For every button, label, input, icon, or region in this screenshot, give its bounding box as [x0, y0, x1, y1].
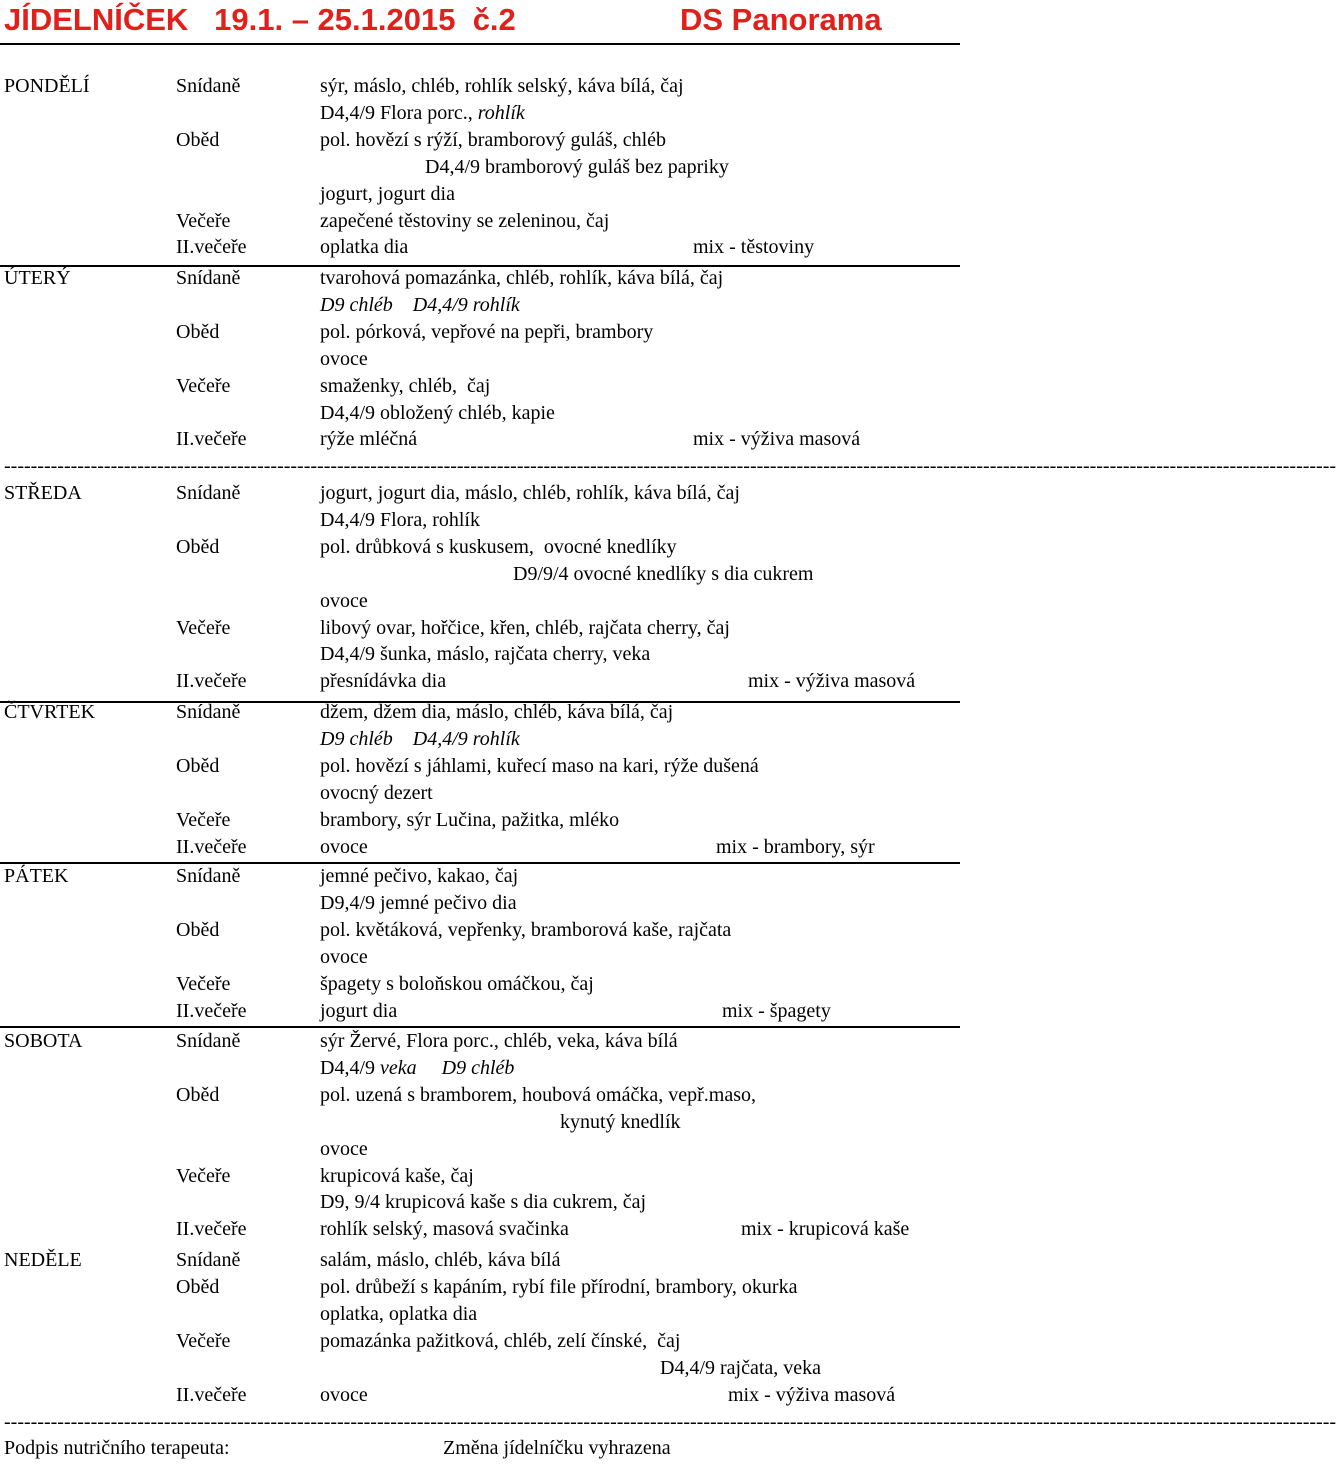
meal-label: Oběd — [176, 535, 220, 558]
meal-label: Oběd — [176, 918, 220, 941]
mix-note: mix - těstoviny — [693, 236, 815, 259]
dish-text-regular: ovoce — [320, 945, 368, 968]
dish-text-regular: pol. pórková, vepřové na pepři, brambory — [320, 320, 654, 343]
dish-text-regular: oplatka dia — [320, 236, 409, 259]
dish-text — [320, 181, 455, 207]
menu-line — [0, 726, 960, 752]
dish-text — [320, 668, 446, 694]
dish-text — [320, 753, 759, 779]
dish-text — [320, 1082, 756, 1108]
meal-label: Oběd — [176, 754, 220, 777]
meal-label: Večeře — [176, 972, 231, 995]
menu-line — [0, 127, 960, 153]
dish-text-regular: jogurt dia — [320, 999, 398, 1022]
dish-text-regular: špagety s boloňskou omáčkou, čaj — [320, 972, 594, 995]
dish-text-italic: veka D9 chléb — [380, 1056, 515, 1079]
meal-label: Večeře — [176, 616, 231, 639]
menu-line — [0, 154, 960, 180]
dish-text-regular: ovoce — [320, 589, 368, 612]
dish-text-regular: pol. hovězí s jáhlami, kuřecí maso na kari, rýže dušená — [320, 754, 759, 777]
dish-text — [320, 944, 368, 970]
dish-text-regular: D4,4/9 bramborový guláš bez papriky — [425, 155, 729, 178]
meal-label: II.večeře — [176, 670, 247, 693]
meal-label: Oběd — [176, 128, 220, 151]
menu-line — [0, 971, 960, 997]
dish-text-regular: pomazánka pažitková, chléb, zelí čínské, čaj — [320, 1329, 681, 1352]
dish-text — [320, 641, 650, 667]
menu-line — [0, 863, 960, 889]
day-label: ÚTERÝ — [4, 267, 71, 289]
dish-text-regular: jogurt, jogurt dia — [320, 182, 455, 205]
mix-note: mix - krupicová kaše — [741, 1218, 910, 1241]
menu-line — [0, 1109, 960, 1135]
dish-text — [320, 699, 673, 725]
mix-note: mix - brambory, sýr — [716, 835, 875, 858]
dish-text-italic: rohlík — [477, 101, 525, 124]
dish-text-regular: smaženky, chléb, čaj — [320, 374, 491, 397]
meal-label: Oběd — [176, 320, 220, 343]
menu-line — [0, 534, 960, 560]
menu-line — [0, 834, 960, 860]
meal-label: Snídaně — [176, 865, 241, 887]
meal-label: Snídaně — [176, 482, 241, 504]
meal-label: Večeře — [176, 808, 231, 831]
dish-text — [320, 208, 609, 234]
menu-line — [0, 292, 960, 318]
menu-line — [0, 1028, 960, 1054]
dish-text — [320, 834, 368, 860]
dish-text-regular: přesnídávka dia — [320, 670, 447, 693]
menu-line — [0, 1216, 960, 1242]
dish-text-regular: sýr, máslo, chléb, rohlík selský, káva bílá, čaj — [320, 75, 684, 97]
menu-line — [0, 1189, 960, 1215]
dish-text-regular: D9,4/9 jemné pečivo dia — [320, 891, 517, 914]
dish-text-regular: ovoce — [320, 1383, 368, 1406]
dish-text — [320, 346, 368, 372]
dish-text-regular: ovoce — [320, 1137, 368, 1160]
dish-text-regular: zapečené těstoviny se zeleninou, čaj — [320, 209, 610, 232]
menu-line — [0, 507, 960, 533]
dish-text-regular: pol. drůbeží s kapáním, rybí file přírodní, brambory, okurka — [320, 1275, 798, 1298]
facility-name: DS Panorama — [680, 2, 882, 37]
dish-text — [320, 588, 368, 614]
dish-text-regular: libový ovar, hořčice, křen, chléb, rajčata cherry, čaj — [320, 616, 730, 639]
dish-text — [320, 1216, 569, 1242]
meal-label: Večeře — [176, 1329, 231, 1352]
menu-header — [0, 0, 960, 44]
dish-text-regular: ovoce — [320, 347, 368, 370]
meal-label: Oběd — [176, 1275, 220, 1298]
menu-line — [0, 807, 960, 833]
menu-line — [0, 346, 960, 372]
dish-text — [320, 480, 740, 506]
dish-text — [320, 1189, 646, 1215]
menu-line — [0, 1136, 960, 1162]
dish-text — [320, 507, 480, 533]
menu-line — [0, 265, 960, 291]
day-label: STŘEDA — [4, 482, 82, 504]
menu-line — [0, 1055, 960, 1081]
menu-line — [0, 1247, 960, 1273]
day-label: PÁTEK — [4, 865, 69, 887]
dashed-divider: -------------------------------------------------------------------------------------------------------------------------------------------------------------------------------------------------------- — [4, 455, 1336, 477]
dish-text-regular: krupicová kaše, čaj — [320, 1164, 474, 1187]
menu-line — [0, 780, 960, 806]
dish-text — [320, 265, 723, 291]
menu-line — [0, 100, 960, 126]
dish-text — [320, 1163, 474, 1189]
dish-text-regular: pol. hovězí s rýží, bramborový guláš, chléb — [320, 128, 667, 151]
meal-label: II.večeře — [176, 428, 247, 451]
day-label: PONDĚLÍ — [4, 75, 90, 97]
change-notice: Změna jídelníčku vyhrazena — [443, 1437, 671, 1459]
menu-line — [0, 561, 960, 587]
dish-text — [320, 100, 525, 126]
menu-line — [0, 1328, 960, 1354]
dish-text — [320, 615, 730, 641]
dish-text — [425, 154, 729, 180]
meal-label: Snídaně — [176, 701, 241, 723]
dish-text — [660, 1355, 821, 1381]
dish-text — [320, 1028, 678, 1054]
dish-text-regular: D4,4/9 rajčata, veka — [660, 1356, 822, 1379]
meal-label: Snídaně — [176, 1249, 241, 1271]
dish-text-regular: D9/9/4 ovocné knedlíky s dia cukrem — [513, 562, 814, 585]
dish-text-regular: kynutý knedlík — [560, 1110, 681, 1133]
menu-line — [0, 73, 960, 99]
dish-text-italic: D9 chléb D4,4/9 rohlík — [320, 293, 520, 316]
menu-line — [0, 1163, 960, 1189]
dish-text-regular: brambory, sýr Lučina, pažitka, mléko — [320, 808, 620, 831]
dish-text — [320, 863, 518, 889]
dish-text-regular: ovoce — [320, 835, 368, 858]
menu-line — [0, 890, 960, 916]
dish-text — [320, 1055, 514, 1081]
menu-line — [0, 1382, 960, 1408]
dish-text-regular: D4,4/9 obložený chléb, kapie — [320, 401, 555, 424]
dish-text — [320, 400, 555, 426]
dish-text-regular: oplatka, oplatka dia — [320, 1302, 478, 1325]
dish-text-regular: pol. květáková, vepřenky, bramborová kaše, rajčata — [320, 918, 732, 941]
mix-note: mix - výživa masová — [748, 670, 916, 693]
dish-text — [320, 998, 397, 1024]
menu-line — [0, 480, 960, 506]
menu-line — [0, 917, 960, 943]
dish-text-regular: pol. drůbková s kuskusem, ovocné knedlíky — [320, 535, 677, 558]
dish-text-regular: D4,4/9 — [320, 1056, 380, 1079]
meal-label: II.večeře — [176, 236, 247, 259]
dish-text — [320, 1136, 368, 1162]
menu-line — [0, 753, 960, 779]
dish-text — [320, 373, 490, 399]
dish-text — [320, 971, 594, 997]
dish-text — [513, 561, 814, 587]
dish-text-regular: jemné pečivo, kakao, čaj — [320, 865, 519, 887]
meal-label: Večeře — [176, 374, 231, 397]
day-label: NEDĚLE — [4, 1249, 82, 1271]
menu-line — [0, 319, 960, 345]
day-label: SOBOTA — [4, 1030, 83, 1052]
dish-text-regular: pol. uzená s bramborem, houbová omáčka, vepř.maso, — [320, 1083, 756, 1106]
meal-label: Snídaně — [176, 1030, 241, 1052]
meal-label: Snídaně — [176, 75, 241, 97]
dish-text — [320, 1301, 477, 1327]
mix-note: mix - výživa masová — [693, 428, 861, 451]
menu-line — [0, 998, 960, 1024]
menu-line — [0, 400, 960, 426]
meal-label: Snídaně — [176, 267, 241, 289]
menu-line — [0, 668, 960, 694]
meal-label: Večeře — [176, 1164, 231, 1187]
menu-line — [0, 944, 960, 970]
menu-line — [0, 1274, 960, 1300]
dish-text-regular: rýže mléčná — [320, 428, 418, 451]
dish-text — [320, 1382, 368, 1408]
dish-text — [320, 726, 520, 752]
dish-text — [320, 127, 666, 153]
meal-label: II.večeře — [176, 1218, 247, 1241]
menu-line — [0, 699, 960, 725]
dish-text — [320, 1247, 560, 1273]
menu-line — [0, 641, 960, 667]
day-label: ČTVRTEK — [4, 701, 96, 723]
dish-text-regular: džem, džem dia, máslo, chléb, káva bílá, čaj — [320, 701, 674, 723]
dish-text — [320, 234, 408, 260]
dish-text-regular: jogurt, jogurt dia, máslo, chléb, rohlík, káva bílá, čaj — [320, 482, 740, 504]
dish-text-italic: D9 chléb D4,4/9 rohlík — [320, 727, 520, 750]
dish-text-regular: ovocný dezert — [320, 781, 433, 804]
menu-title: JÍDELNÍČEK 19.1. – 25.1.2015 č.2 — [4, 2, 516, 37]
menu-line — [0, 588, 960, 614]
meal-label: Oběd — [176, 1083, 220, 1106]
dish-text — [320, 292, 520, 318]
dish-text-regular: D9, 9/4 krupicová kaše s dia cukrem, čaj — [320, 1191, 647, 1214]
dish-text-regular: tvarohová pomazánka, chléb, rohlík, káva bílá, čaj — [320, 267, 724, 289]
menu-line — [0, 615, 960, 641]
mix-note: mix - špagety — [722, 999, 831, 1022]
signature-label: Podpis nutričního terapeuta: — [4, 1437, 230, 1459]
meal-label: II.večeře — [176, 999, 247, 1022]
header-rule — [0, 43, 960, 45]
dish-text — [320, 73, 684, 99]
dish-text — [320, 319, 653, 345]
dish-text — [320, 534, 677, 560]
dish-text — [320, 890, 517, 916]
dish-text — [320, 780, 433, 806]
meal-label: Večeře — [176, 209, 231, 232]
menu-line — [0, 208, 960, 234]
dashed-divider: -------------------------------------------------------------------------------------------------------------------------------------------------------------------------------------------------------- — [4, 1411, 1336, 1433]
dish-text — [320, 426, 417, 452]
meal-label: II.večeře — [176, 835, 247, 858]
dish-text — [320, 1328, 680, 1354]
dish-text-regular: D4,4/9 šunka, máslo, rajčata cherry, veka — [320, 643, 651, 666]
dish-text — [320, 917, 731, 943]
mix-note: mix - výživa masová — [728, 1383, 896, 1406]
dish-text-regular: D4,4/9 Flora, rohlík — [320, 508, 480, 531]
dish-text-regular: rohlík selský, masová svačinka — [320, 1218, 569, 1241]
dish-text-regular: sýr Žervé, Flora porc., chléb, veka, káva bílá — [320, 1030, 678, 1052]
meal-label: II.večeře — [176, 1383, 247, 1406]
dish-text — [320, 807, 619, 833]
dish-text — [560, 1109, 681, 1135]
menu-line — [0, 1082, 960, 1108]
dish-text-regular: salám, máslo, chléb, káva bílá — [320, 1249, 561, 1271]
dish-text-regular: D4,4/9 Flora porc., — [320, 101, 478, 124]
menu-line — [0, 1355, 960, 1381]
dish-text — [320, 1274, 797, 1300]
menu-line — [0, 1301, 960, 1327]
menu-line — [0, 373, 960, 399]
menu-line — [0, 234, 960, 260]
menu-line — [0, 426, 960, 452]
menu-line — [0, 181, 960, 207]
